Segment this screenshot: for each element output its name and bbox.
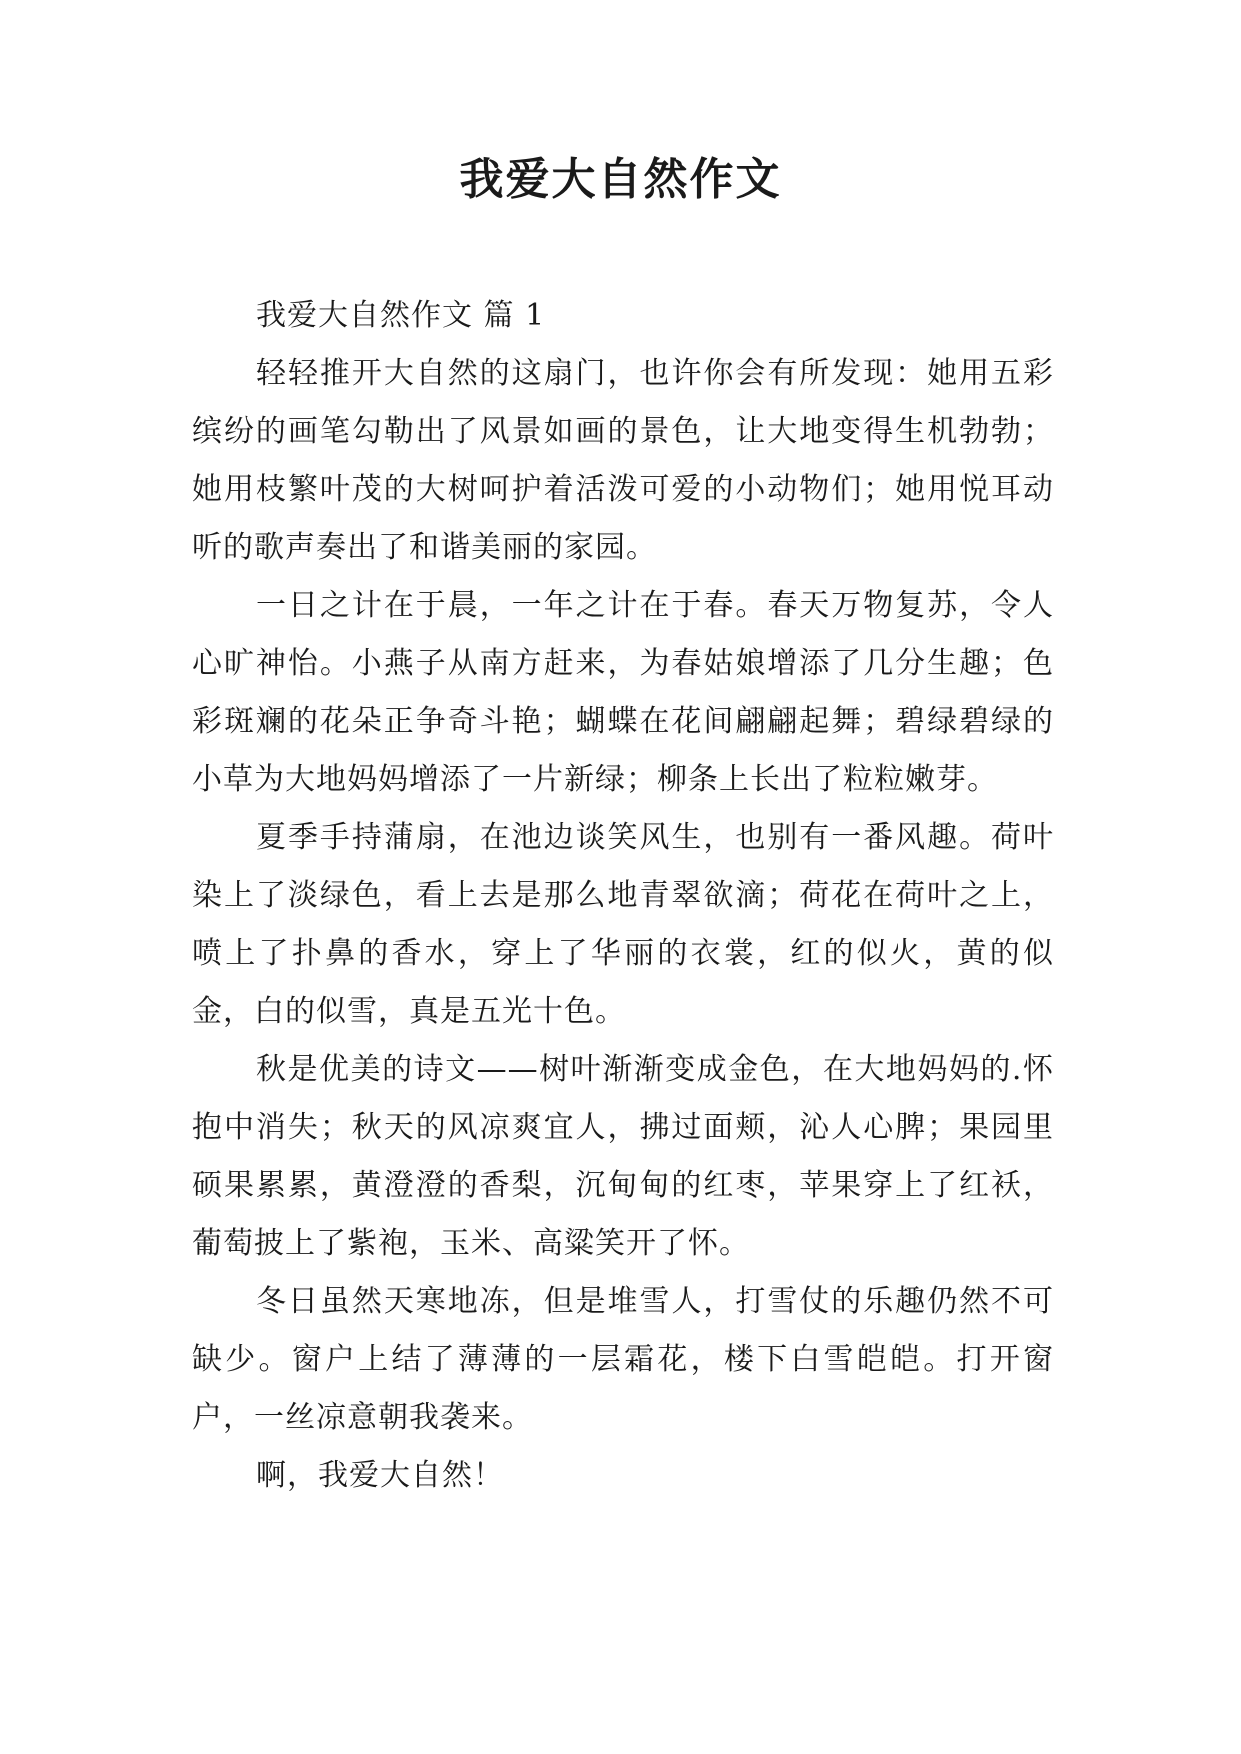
paragraph-closing: 啊，我爱大自然！	[256, 1458, 504, 1493]
paragraph-intro: 轻轻推开大自然的这扇门，也许你会有所发现：她用五彩缤纷的画笔勾勒出了风景如画的景色，让大地变得生机勃勃；她用枝繁叶茂的大树呵护着活泼可爱的小动物们；她用悦耳动听的歌声奏出了和谐美丽的家园。	[192, 356, 1054, 565]
document-body	[192, 287, 1054, 1505]
paragraph-winter: 冬日虽然天寒地冻，但是堆雪人，打雪仗的乐趣仍然不可缺少。窗户上结了薄薄的一层霜花，楼下白雪皑皑。打开窗户，一丝凉意朝我袭来。	[192, 1284, 1054, 1435]
paragraph-autumn: 秋是优美的诗文——树叶渐渐变成金色，在大地妈妈的.怀抱中消失；秋天的风凉爽宜人，拂过面颊，沁人心脾；果园里硕果累累，黄澄澄的香梨，沉甸甸的红枣，苹果穿上了红袄，葡萄披上了紫袍，玉米、高粱笑开了怀。	[192, 1052, 1054, 1261]
paragraph-summer: 夏季手持蒲扇，在池边谈笑风生，也别有一番风趣。荷叶染上了淡绿色，看上去是那么地青翠欲滴；荷花在荷叶之上，喷上了扑鼻的香水，穿上了华丽的衣裳，红的似火，黄的似金，白的似雪，真是五光十色。	[192, 820, 1054, 1029]
paragraph-spring: 一日之计在于晨，一年之计在于春。春天万物复苏，令人心旷神怡。小燕子从南方赶来，为春姑娘增添了几分生趣；色彩斑斓的花朵正争奇斗艳；蝴蝶在花间翩翩起舞；碧绿碧绿的小草为大地妈妈增添了一片新绿；柳条上长出了粒粒嫩芽。	[192, 588, 1054, 797]
document-title: 我爱大自然作文	[459, 154, 782, 205]
section-heading: 我爱大自然作文 篇 1	[256, 298, 546, 333]
